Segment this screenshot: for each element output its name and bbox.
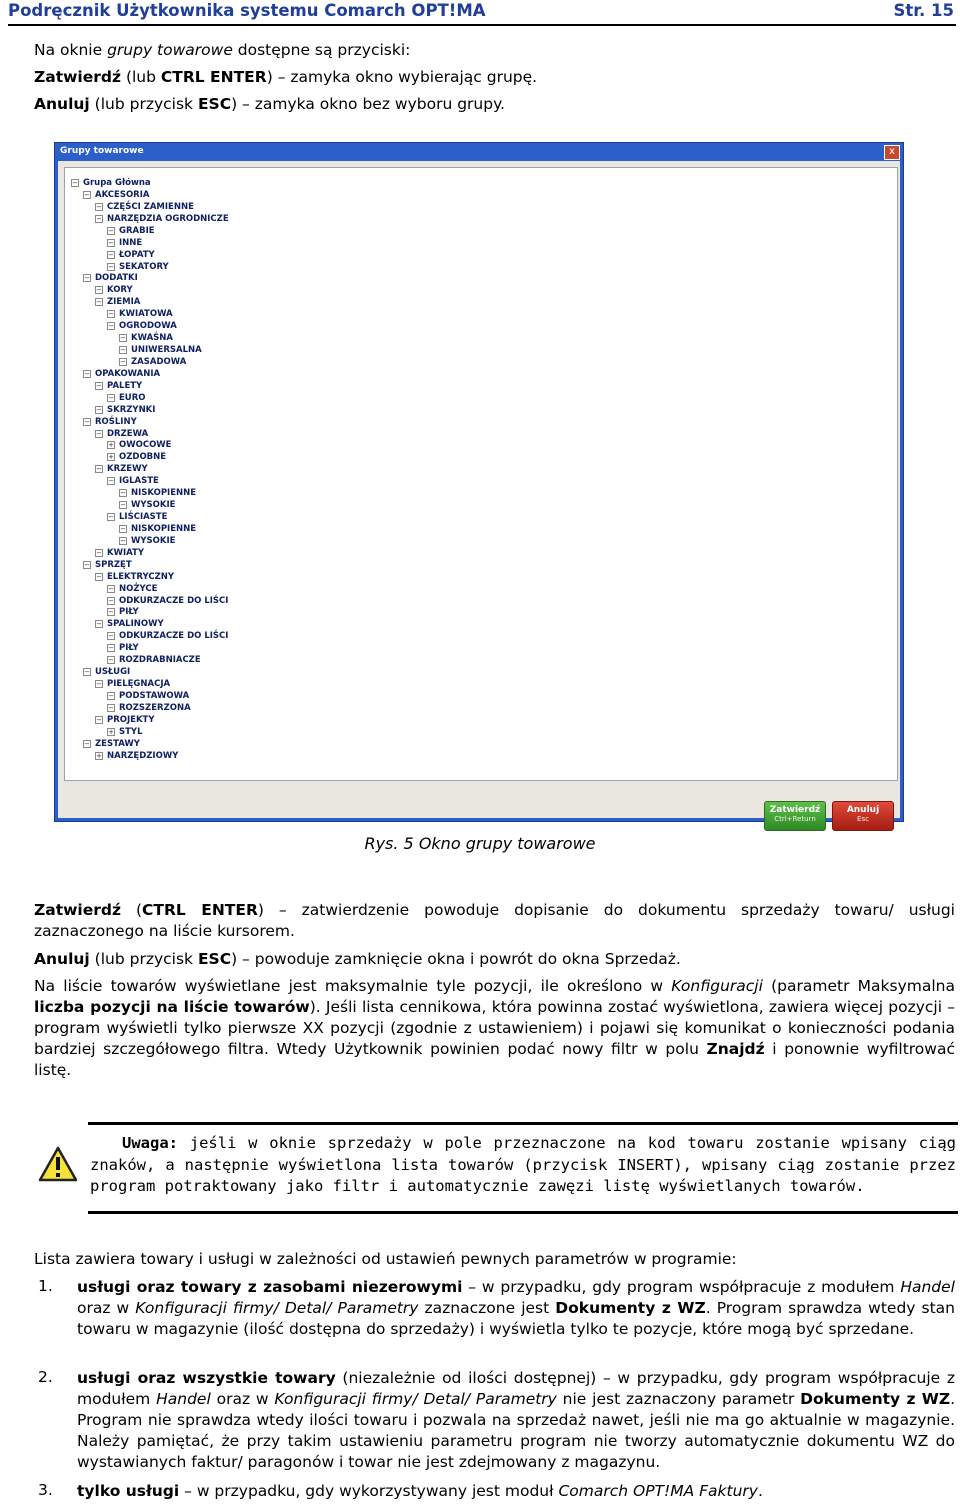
cancel-button[interactable]: Anuluj Esc	[832, 801, 894, 831]
tree-node[interactable]: KORY	[107, 285, 133, 296]
tree-node[interactable]: LIŚCIASTE	[119, 512, 168, 523]
tree-node[interactable]: UNIWERSALNA	[131, 345, 202, 356]
tree-node[interactable]: SEKATORY	[119, 261, 169, 272]
tree-expander-icon[interactable]: −	[120, 501, 126, 510]
tree-expander-icon[interactable]: −	[96, 381, 102, 390]
tree-expander-icon[interactable]: −	[108, 656, 114, 665]
tree-node[interactable]: NISKOPIENNE	[131, 488, 197, 499]
tree-expander-icon[interactable]: −	[108, 322, 114, 331]
tree-node[interactable]: ODKURZACZE DO LIŚCI	[119, 631, 229, 642]
tree-expander-icon[interactable]: −	[72, 179, 78, 187]
tree-node[interactable]: PIŁY	[119, 643, 139, 654]
tree-node[interactable]: NARZĘDZIOWY	[107, 750, 179, 761]
group-tree[interactable]	[64, 167, 898, 781]
tree-expander-icon[interactable]: −	[120, 536, 126, 545]
tree-node[interactable]: SPRZĘT	[95, 559, 132, 570]
intro-line-1: Na oknie grupy towarowe dostępne są przyciski:	[34, 41, 411, 59]
list-intro: Lista zawiera towary i usługi w zależności od ustawień pewnych parametrów w programie:	[34, 1250, 737, 1268]
tree-expander-icon[interactable]: −	[84, 274, 90, 283]
warning-box	[88, 1122, 958, 1214]
tree-node[interactable]: NISKOPIENNE	[131, 523, 197, 534]
tree-expander-icon[interactable]: −	[108, 584, 114, 593]
tree-expander-icon[interactable]: −	[96, 572, 102, 581]
tree-expander-icon[interactable]: −	[96, 429, 102, 438]
tree-expander-icon[interactable]: −	[120, 346, 126, 355]
tree-expander-icon[interactable]: −	[108, 691, 114, 700]
tree-node[interactable]: KWAŚNA	[131, 333, 173, 344]
tree-node[interactable]: INNE	[119, 237, 143, 248]
tree-node[interactable]: EURO	[119, 392, 146, 403]
tree-node[interactable]: ROŚLINY	[95, 416, 137, 427]
confirm-button[interactable]: Zatwierdź Ctrl+Return	[764, 801, 826, 831]
tree-node[interactable]: DRZEWA	[107, 428, 149, 439]
tree-node[interactable]: PALETY	[107, 380, 143, 391]
tree-expander-icon[interactable]: −	[96, 465, 102, 474]
tree-node[interactable]: SPALINOWY	[107, 619, 164, 630]
tree-expander-icon[interactable]: −	[84, 369, 90, 378]
tree-expander-icon[interactable]: −	[96, 286, 102, 295]
product-groups-window	[54, 142, 904, 822]
tree-expander-icon[interactable]: +	[96, 751, 102, 760]
tree-expander-icon[interactable]: −	[108, 608, 114, 617]
tree-node[interactable]: WYSOKIE	[131, 500, 176, 511]
tree-expander-icon[interactable]: −	[84, 668, 90, 677]
tree-node[interactable]: USŁUGI	[95, 667, 131, 678]
tree-node[interactable]: OZDOBNE	[119, 452, 167, 463]
tree-node[interactable]: ZIEMIA	[107, 297, 141, 308]
tree-node[interactable]: PIELĘGNACJA	[107, 679, 171, 690]
tree-node[interactable]: NOŻYCE	[119, 583, 158, 594]
figure-caption: Rys. 5 Okno grupy towarowe	[364, 834, 596, 853]
window-body	[58, 161, 900, 823]
tree-expander-icon[interactable]: −	[96, 680, 102, 689]
tree-node[interactable]: IGLASTE	[119, 476, 159, 487]
paragraph-confirm: Zatwierdź (CTRL ENTER) – zatwierdzenie powoduje dopisanie do dokumentu sprzedaży towaru/ usługi zaznaczonego na liście kursorem.	[34, 901, 955, 940]
tree-expander-icon[interactable]: +	[108, 727, 114, 736]
tree-node[interactable]: ZASADOWA	[131, 356, 187, 367]
warning-icon	[38, 1145, 78, 1183]
tree-node[interactable]: KRZEWY	[107, 464, 148, 475]
tree-node[interactable]: WYSOKIE	[131, 535, 176, 546]
tree-expander-icon[interactable]: −	[84, 190, 90, 199]
page-number: Str. 15	[893, 1, 954, 20]
tree-expander-icon[interactable]: −	[120, 524, 126, 533]
tree-node[interactable]: ELEKTRYCZNY	[107, 571, 175, 582]
tree-expander-icon[interactable]: −	[108, 238, 114, 247]
tree-node[interactable]: ROZDRABNIACZE	[119, 655, 201, 666]
tree-node[interactable]: ŁOPATY	[119, 249, 155, 260]
tree-expander-icon[interactable]: −	[96, 298, 102, 307]
close-icon[interactable]: x	[884, 145, 900, 160]
tree-node[interactable]: NARZĘDZIA OGRODNICZE	[107, 213, 229, 224]
tree-node[interactable]: CZĘŚCI ZAMIENNE	[107, 201, 194, 212]
tree-node[interactable]: KWIATY	[107, 547, 144, 558]
tree-expander-icon[interactable]: −	[108, 596, 114, 605]
paragraph-list-limit: Na liście towarów wyświetlane jest maksymalnie tyle pozycji, ile określono w Konfiguracji (parametr Maksymalna liczba pozycji na liście towarów). Jeśli lista cennikowa, która powinna zostać wyświetlona, zawiera więcej pozycji – program wyświetli tylko pierwsze XX pozycji (zgodnie z ustawieniem) i pojawi się komunikat o konieczności podania bardziej szczegółowego filtra. Wtedy Użytkownik powinien podać nowy filtr w polu Znajdź i ponownie wyfiltrować listę.	[34, 977, 956, 1079]
tree-node[interactable]: OGRODOWA	[119, 321, 177, 332]
tree-expander-icon[interactable]: +	[108, 441, 114, 450]
tree-expander-icon[interactable]: −	[108, 632, 114, 641]
tree-expander-icon[interactable]: −	[96, 620, 102, 629]
window-title: Grupy towarowe	[60, 146, 144, 156]
tree-expander-icon[interactable]: −	[108, 703, 114, 712]
tree-expander-icon[interactable]: −	[96, 548, 102, 557]
tree-expander-icon[interactable]: −	[108, 250, 114, 259]
tree-node[interactable]: KWIATOWA	[119, 309, 173, 320]
paragraph-cancel: Anuluj (lub przycisk ESC) – powoduje zamknięcie okna i powrót do okna Sprzedaż.	[34, 950, 681, 968]
tree-node[interactable]: STYL	[119, 726, 143, 737]
tree-expander-icon[interactable]: −	[108, 393, 114, 402]
tree-expander-icon[interactable]: −	[108, 644, 114, 653]
tree-expander-icon[interactable]: −	[84, 560, 90, 569]
tree-node[interactable]: PODSTAWOWA	[119, 690, 190, 701]
tree-node[interactable]: GRABIE	[119, 225, 155, 236]
tree-expander-icon[interactable]: −	[108, 262, 114, 271]
tree-node[interactable]: DODATKI	[95, 273, 138, 284]
tree-node[interactable]: PIŁY	[119, 607, 139, 618]
tree-expander-icon[interactable]: −	[108, 226, 114, 235]
tree-node[interactable]: OPAKOWANIA	[95, 368, 161, 379]
tree-expander-icon[interactable]: −	[120, 489, 126, 498]
tree-node[interactable]: ROZSZERZONA	[119, 702, 191, 713]
tree-expander-icon[interactable]: −	[84, 417, 90, 426]
manual-title: Podręcznik Użytkownika systemu Comarch OPT!MA	[8, 1, 486, 20]
tree-node[interactable]: SKRZYNKI	[107, 404, 156, 415]
tree-node[interactable]: ODKURZACZE DO LIŚCI	[119, 595, 229, 606]
tree-node[interactable]: AKCESORIA	[95, 189, 150, 200]
tree-expander-icon[interactable]: −	[108, 477, 114, 486]
tree-expander-icon[interactable]: −	[96, 715, 102, 724]
tree-node[interactable]: PROJEKTY	[107, 714, 155, 725]
tree-node[interactable]: OWOCOWE	[119, 440, 172, 451]
tree-expander-icon[interactable]: −	[120, 334, 126, 343]
tree-expander-icon[interactable]: −	[108, 513, 114, 522]
tree-node[interactable]: Grupa Główna	[83, 178, 151, 188]
warning-text: Uwaga: jeśli w oknie sprzedaży w pole przeznaczone na kod towaru zostanie wpisany ciąg znaków, a następnie wyświetlona lista towarów (przycisk INSERT), wpisany ciąg zostanie przez program potraktowany jako filtr i automatycznie zawęzi listę wyświetlanych towarów.	[90, 1134, 956, 1195]
intro-line-3: Anuluj (lub przycisk ESC) – zamyka okno bez wyboru grupy.	[34, 95, 505, 113]
intro-line-2: Zatwierdź (lub CTRL ENTER) – zamyka okno wybierając grupę.	[34, 68, 538, 86]
tree-expander-icon[interactable]: −	[96, 202, 102, 211]
tree-node[interactable]: ZESTAWY	[95, 738, 140, 749]
tree-expander-icon[interactable]: −	[96, 405, 102, 414]
tree-expander-icon[interactable]: −	[120, 357, 126, 366]
tree-expander-icon[interactable]: −	[84, 739, 90, 748]
tree-expander-icon[interactable]: −	[96, 214, 102, 223]
page-header	[8, 0, 956, 26]
tree-expander-icon[interactable]: +	[108, 453, 114, 462]
tree-expander-icon[interactable]: −	[108, 310, 114, 319]
